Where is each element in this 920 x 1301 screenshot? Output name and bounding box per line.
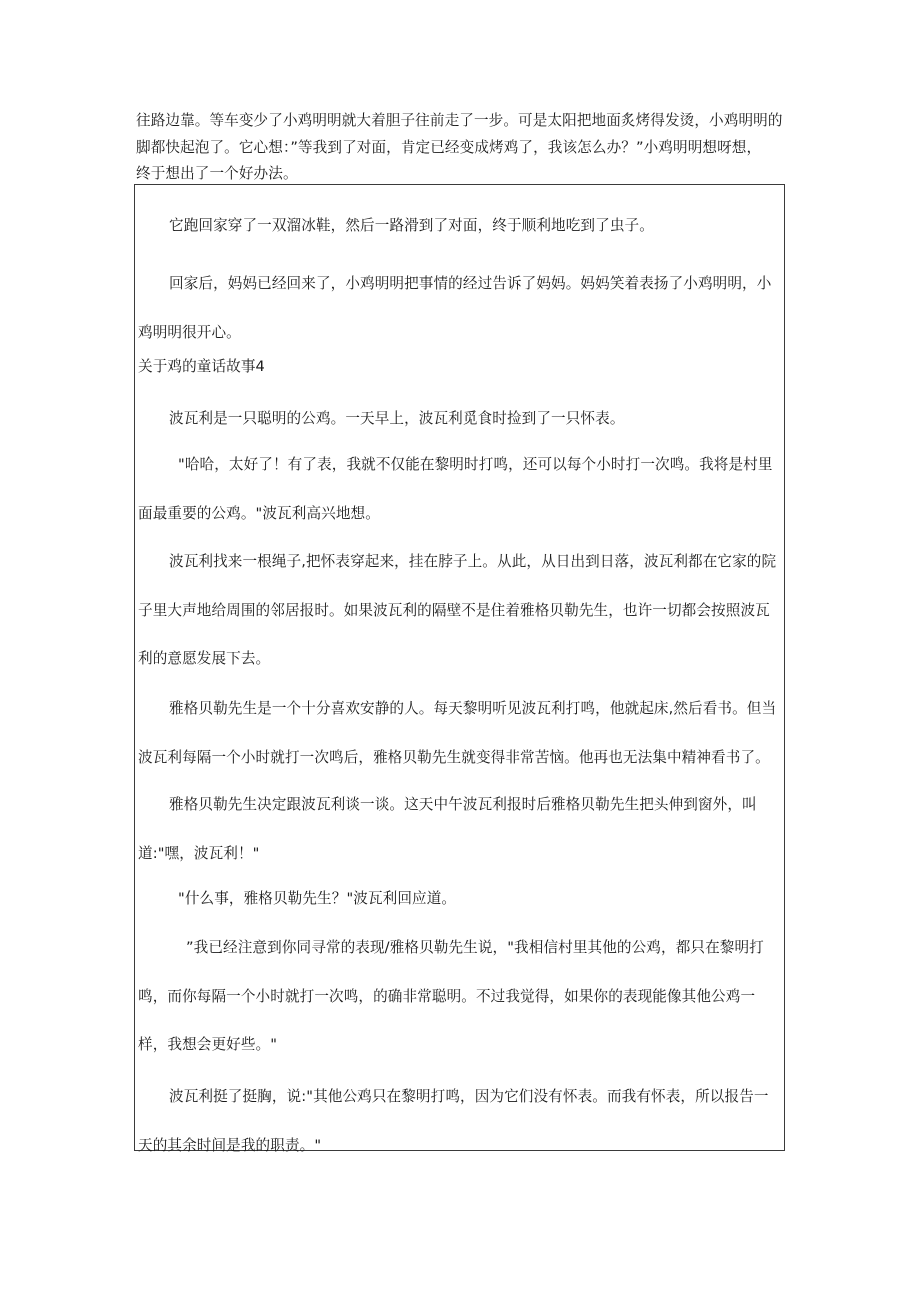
story-paragraph: 它跑回家穿了一双溜冰鞋，然后一路滑到了对面，终于顺利地吃到了虫子。 xyxy=(169,217,654,234)
intro-line: 往路边靠。等车变少了小鸡明明就大着胆子往前走了一步。可是太阳把地面炙烤得发烫，小鸡明明的 xyxy=(136,112,783,129)
story-paragraph: 雅格贝勒先生是一个十分喜欢安静的人。每天黎明听见波瓦利打鸣，他就起床,然后看书。但当波瓦利每隔一个小时就打一次鸣后，雅格贝勒先生就变得非常苦恼。他再也无法集中精神看书了。 xyxy=(138,700,777,766)
bordered-text-box xyxy=(134,184,785,1154)
intro-text-block xyxy=(136,108,786,188)
story-paragraph: 波瓦利是一只聪明的公鸡。一天早上，波瓦利觅食时捡到了一只怀表。 xyxy=(169,410,625,427)
story-paragraph: 波瓦利找来一根绳子,把怀表穿起来，挂在脖子上。从此，从日出到日落，波瓦利都在它家的院子里大声地给周围的邻居报时。如果波瓦利的隔壁不是住着雅格贝勒先生，也许一切都会按照波瓦利的意愿发展下去。 xyxy=(138,553,777,668)
story-paragraph: 波瓦利挺了挺胸，说:"其他公鸡只在黎明打鸣，因为它们没有怀表。而我有怀表，所以报告一天的其余时间是我的职责。" xyxy=(138,1088,769,1154)
story-paragraph: ”我已经注意到你同寻常的表现/雅格贝勒先生说，"我相信村里其他的公鸡，都只在黎明打鸣，而你每隔一个小时就打一次鸣，的确非常聪明。不过我觉得，如果你的表现能像其他公鸡一样，我想会更好些。" xyxy=(138,939,764,1054)
story-paragraph: "什么事，雅格贝勒先生？"波瓦利回应道。 xyxy=(178,890,457,907)
story-paragraph: 回家后，妈妈已经回来了，小鸡明明把事情的经过告诉了妈妈。妈妈笑着表扬了小鸡明明，小鸡明明很开心。 xyxy=(138,275,772,341)
intro-line: 脚都快起泡了。它心想：”等我到了对面，肯定已经变成烤鸡了，我该怎么办？”小鸡明明想呀想， xyxy=(136,138,762,156)
story-heading: 关于鸡的童话故事4 xyxy=(138,358,265,375)
story-paragraph: "哈哈，太好了！有了表，我就不仅能在黎明时打鸣，还可以每个小时打一次鸣。我将是村里面最重要的公鸡。"波瓦利高兴地想。 xyxy=(138,456,773,522)
story-paragraph: 雅格贝勒先生决定跟波瓦利谈一谈。这天中午波瓦利报时后雅格贝勒先生把头伸到窗外，叫道:"嘿，波瓦利！" xyxy=(138,796,757,862)
intro-line: 终于想出了一个好办法。 xyxy=(136,165,298,182)
